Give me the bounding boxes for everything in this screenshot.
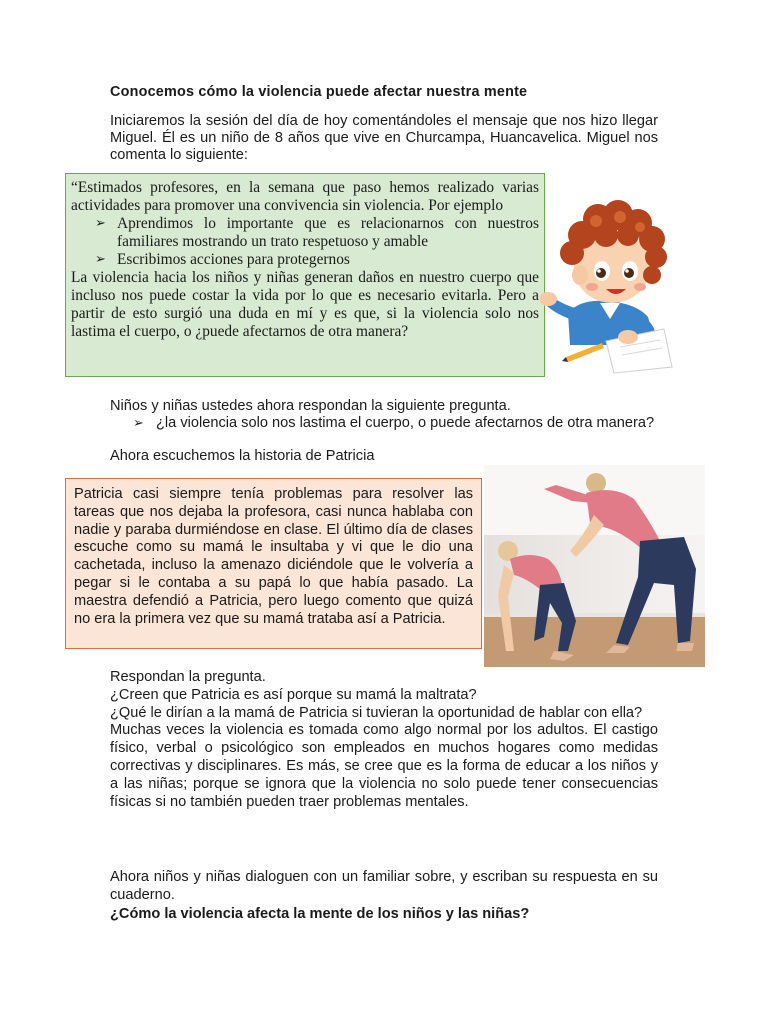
- boy-illustration: [540, 195, 676, 375]
- question-intro: Niños y niñas ustedes ahora respondan la siguiente pregunta.: [110, 398, 511, 414]
- final-question: ¿Cómo la violencia afecta la mente de los niños y las niñas?: [110, 906, 530, 922]
- page-title: Conocemos cómo la violencia puede afectar nuestra mente: [110, 84, 528, 100]
- letter-bullet: ➢ Escribimos acciones para protegernos: [95, 251, 350, 268]
- letter-bullet: ➢ Aprendimos lo importante que es relacionarnos con nuestros familiares mostrando un trato respetuoso y amable: [95, 215, 539, 250]
- story-intro: Ahora escuchemos la historia de Patricia: [110, 448, 375, 464]
- violence-paragraph: Muchas veces la violencia es tomada como algo normal por los adultos. El castigo físico, verbal o psicológico son empleados en muchos hogares como medidas correctivas y disciplinares. Es más, se cree que es la forma de educar a los niños y a las niñas; porque se ignora que la violencia no solo puede tener consecuencias físicas si no también pueden traer problemas mentales.: [110, 722, 658, 810]
- letter-bullet-list: [71, 215, 539, 269]
- intro-paragraph: Iniciaremos la sesión del día de hoy comentándoles el mensaje que nos hizo llegar Miguel. Él es un niño de 8 años que vive en Churcampa, Huancavelica. Miguel nos comenta lo siguiente:: [110, 113, 658, 163]
- question-1: ¿Creen que Patricia es así porque su mamá la maltrata?: [110, 686, 477, 703]
- respond-line: Respondan la pregunta.: [110, 669, 266, 685]
- mother-child-photo: [484, 465, 705, 667]
- body-section: [110, 669, 658, 811]
- arrowhead-bullet-icon: ➢: [95, 216, 106, 231]
- miguel-letter-box: [65, 173, 545, 377]
- patricia-story-box: [65, 478, 482, 649]
- letter-opening: “Estimados profesores, en la semana que paso hemos realizado varias actividades para promover una convivencia sin violencia. Por ejemplo: [71, 179, 539, 214]
- letter-closing: La violencia hacia los niños y niñas generan daños en nuestro cuerpo que incluso nos puede costar la vida por lo que es necesario evitarla. Pero a partir de esto surgió una duda en mí y es que, si la violencia solo nos lastima el cuerpo, o ¿puede afectarnos de otra manera?: [71, 269, 539, 340]
- question-item: ➢ ¿la violencia solo nos lastima el cuerpo, o puede afectarnos de otra manera?: [133, 415, 655, 431]
- arrowhead-bullet-icon: ➢: [133, 416, 144, 431]
- question-2: ¿Qué le dirían a la mamá de Patricia si tuvieran la oportunidad de hablar con ella?: [110, 704, 643, 721]
- story-text: Patricia casi siempre tenía problemas para resolver las tareas que nos dejaba la profesora, casi nunca hablaba con nadie y paraba durmiéndose en clase. El último día de clases escuche como su mamá le insultaba y vi que le dio una cachetada, incluso la amenazo diciéndole que le volvería a pegar si le contaba a su papá lo que había pasado. La maestra defendió a Patricia, pero luego comento que quizá no era la primera vez que su mamá trataba así a Patricia.: [74, 486, 473, 627]
- dialog-instruction: Ahora niños y niñas dialoguen con un familiar sobre, y escriban su respuesta en su cuaderno.: [110, 869, 658, 903]
- arrowhead-bullet-icon: ➢: [95, 252, 106, 267]
